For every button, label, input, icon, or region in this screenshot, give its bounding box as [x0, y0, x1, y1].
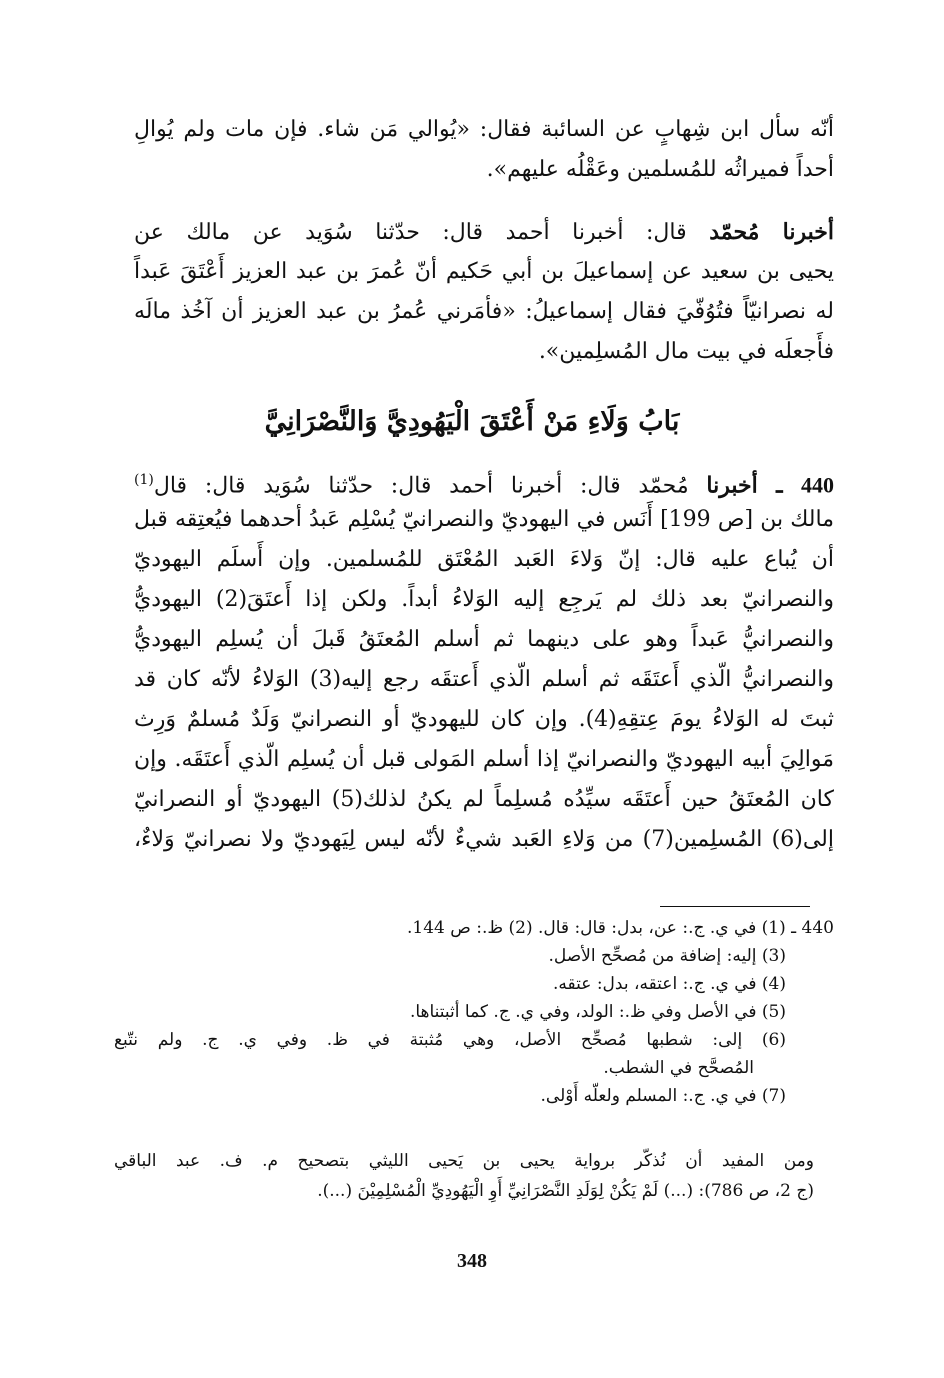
footnote-ref: (1) [134, 472, 154, 488]
footnote-line: (ج 2، ص 786): (...) لَمْ يَكُنْ لِوَلَدِ النَّصْرَانِيِّ أَوِ الْيَهُودِيِّ الْمُسْلِمِيْنَ (...). [317, 1181, 814, 1201]
footnotes [114, 914, 834, 1110]
footnote-line: (6) إلى: شطبها مُصحِّح الأصل، وهي مُثبتة في ظ. وفي ي. ج. ولم نتّبع [114, 1030, 786, 1050]
text-line: أنّه سأل ابن شِهابٍ عن السائبة فقال: «يُوالي مَن شاء. فإن مات ولم يُوالِ [134, 117, 834, 142]
footnote-line: المُصحَّح في الشطب. [603, 1058, 754, 1078]
narration-lead: أخبرنا مُحمّد [709, 219, 834, 245]
footnote-line: (7) في ي. ج.: المسلم ولعلّه أَوْلى. [540, 1086, 786, 1106]
text-fragment: قال: أخبرنا أحمد قال: حدّثنا سُوَيد عن مالك عن [134, 220, 710, 245]
dash: ـ [757, 472, 801, 499]
text-line: والنصرانيُّ عَبداً وهو على دينهما ثم أسلم المُعتَقُ قَبلَ أن يُسلِم اليهوديُّ [134, 627, 834, 652]
narration-lead: أخبرنا [706, 472, 758, 499]
text-line: والنصرانيُّ الّذي أَعتَقَه ثم أسلم الّذي أَعتقَه رجع إليه(3) الوَلاءُ لأنّه كان قد [134, 667, 834, 692]
chapter-heading: بَابُ وَلَاءِ مَنْ أَعْتَقَ الْيَهُودِيَّ وَالنَّصْرَانِيَّ [264, 406, 680, 437]
footnote-line: (4) في ي. ج.: اعتقه، بدل: عتقه. [553, 974, 786, 994]
text-line: له نصرانيّاً فتُوُفّيَ فقال إسماعيلُ: «فأمَرني عُمرُ بن عبد العزيز أن آخُذ مالَه [134, 299, 834, 324]
hadith-number: 440 [801, 472, 834, 498]
text-fragment: مُحمّد قال: أخبرنا أحمد قال: حدّثنا سُوَيد قال: قال [153, 473, 707, 499]
paragraph-1 [134, 110, 834, 190]
page-number: 348 [457, 1250, 487, 1272]
footnote-divider [660, 906, 810, 907]
text-line: إلى(6) المُسلِمين(7) من وَلاءِ العَبد شيءٌ لأنّه ليس لِيَهوديّ ولا نصرانيّ وَلاءٌ، [134, 827, 834, 852]
text-line: والنصرانيّ بعد ذلك لم يَرجِع إليه الوَلاءُ أبداً. ولكن إذا أَعتَقَ(2) اليهوديُّ [134, 587, 834, 612]
paragraph-440 [134, 460, 834, 860]
paragraph-2 [134, 212, 834, 372]
text-line: مَوالِيَ أبيه اليهوديّ والنصرانيّ إذا أسلم المَولى قبل أن يُسلِم الّذي أَعتَقَه. وإن [134, 747, 834, 772]
footnote-line: (5) في الأصل وفي ظ.: الولد، وفي ي. ج. كما أثبتناها. [409, 1002, 786, 1022]
footnote-line: (3) إليه: إضافة من مُصحِّح الأصل. [548, 946, 786, 966]
footnote-remark [114, 1146, 814, 1206]
text-line: أحداً فميراثُه للمُسلمين وعَقْلُه عليهم». [486, 157, 834, 182]
text-line: مالك بن [ص 199] أَنَس في اليهوديّ والنصرانيّ يُسْلِم عَبدُ أحدهما فيُعتِقه قبل [134, 507, 834, 532]
text-line: ثبتَ له الوَلاءُ يومَ عِتقِهِ(4). وإن كان لليهوديّ أو النصرانيّ وَلَدٌ مُسلمٌ وَرِث [134, 707, 834, 732]
text-line: كان المُعتَقُ حين أَعتَقَه سيِّدُه مُسلِماً لم يكنُ لذلك(5) اليهوديّ أو النصرانيّ [134, 787, 834, 812]
text-line [134, 460, 834, 500]
text-line: يحيى بن سعيد عن إسماعيلَ بن أبي حَكيم أنّ عُمرَ بن عبد العزيز أَعْتَقَ عَبداً [134, 259, 834, 284]
footnote-line: 440 ـ (1) في ي. ج.: عن، بدل: قال: قال. (2) ظ.: ص 144. [407, 918, 834, 938]
text-line [134, 212, 834, 252]
footnote-line: ومن المفيد أن نُذكّر برواية يحيى بن يَحيى الليثي بتصحيح م. ف. عبد الباقي [114, 1151, 814, 1171]
text-line: فأَجعلَه في بيت مال المُسلِمين». [538, 339, 834, 364]
text-line: أن يُباع عليه قال: إنّ وَلاءَ العَبد المُعْتَق للمُسلمين. وإن أَسلَم اليهوديّ [134, 547, 834, 572]
